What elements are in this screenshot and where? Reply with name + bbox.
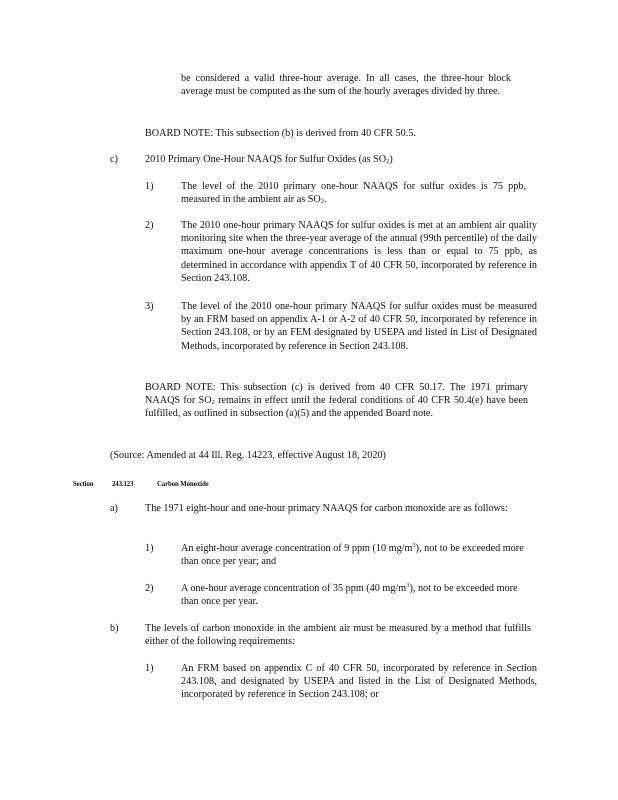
board-note-c-subscript: 2 [211, 399, 215, 407]
item-b1-label: 1) [145, 663, 154, 674]
item-a1-superscript: 3 [412, 542, 416, 549]
board-note-c-text: BOARD NOTE: This subsection (c) is derived from 40 CFR 50.17. The 1971 primary NAAQS for SO [145, 382, 528, 407]
section-number: 243.123 [112, 481, 134, 488]
item-c3 [181, 300, 537, 353]
board-note-b-text: BOARD NOTE: This subsection (b) is derived from 40 CFR 50.5. [145, 128, 416, 139]
item-a2-text: A one-hour average concentration of 35 ppm (40 mg/m [181, 583, 407, 594]
subsection-a-text: The 1971 eight-hour and one-hour primary NAAQS for carbon monoxide are as follows: [145, 503, 508, 514]
subsection-a [145, 502, 531, 515]
item-a2-end: ), not to be exceeded more than once per year. [181, 583, 518, 608]
item-a2-label: 2) [145, 583, 154, 594]
board-note-c [145, 381, 528, 421]
board-note-b [145, 127, 511, 140]
item-c1-subscript: 2 [320, 198, 325, 206]
item-b1-text: An FRM based on appendix C of 40 CFR 50, incorporated by reference in Section 243.108, and designated by USEPA and listed in the List of Designated Methods, incorporated by reference in Section 243.108; or [181, 663, 537, 701]
item-a2-superscript: 3 [406, 582, 410, 589]
section-label: Section [73, 481, 94, 488]
item-c3-text: The level of the 2010 one-hour primary NAAQS for sulfur oxides must be measured by an FRM based on appendix A-1 or A-2 of 40 CFR 50, incorporated by reference in Section 243.108, or by an FEM designated by USEPA and listed in List of Designated Methods, incorporated by reference in Section 243.108. [181, 301, 537, 352]
subsection-c-heading [145, 153, 511, 166]
item-b1 [181, 662, 537, 702]
board-note-c-end: remains in effect until the federal conditions of 40 CFR 50.4(e) have been fulfilled, as outlined in subsection (a)(5) and the appended Board note. [145, 395, 528, 420]
subsection-b [145, 622, 531, 648]
continued-paragraph-text: be considered a valid three-hour average. In all cases, the three-hour block average must be computed as the sum of the hourly averages divided by three. [181, 73, 511, 98]
item-c1-end: . [324, 194, 327, 206]
item-c2-label: 2) [145, 220, 154, 231]
subsection-a-label: a) [110, 503, 118, 514]
subsection-b-text: The levels of carbon monoxide in the ambient air must be measured by a method that fulfills either of the following requirements: [145, 623, 531, 648]
subsection-c-label: c) [110, 154, 118, 165]
item-a1-label: 1) [145, 543, 154, 554]
item-c1 [181, 180, 526, 206]
item-a1 [181, 542, 526, 568]
section-title: Carbon Monoxide [157, 481, 209, 488]
item-c1-label: 1) [145, 181, 154, 192]
item-c2-text: The 2010 one-hour primary NAAQS for sulfur oxides is met at an ambient air quality monitoring site when the three-year average of the annual (99th percentile) of the daily maximum one-hour average concentrations is less than or equal to 75 ppb, as determined in accordance with appendix T of 40 CFR 50, incorporated by reference in Section 243.108. [181, 220, 537, 284]
subsection-b-label: b) [110, 623, 119, 634]
item-c3-label: 3) [145, 301, 154, 312]
continued-paragraph [181, 72, 511, 98]
subsection-c-heading-close: ) [389, 154, 393, 165]
item-c1-text: The level of the 2010 primary one-hour NAAQS for sulfur oxides is 75 ppb, measured in the ambient air as SO [181, 181, 526, 206]
item-c2 [181, 219, 537, 285]
item-a2 [181, 582, 526, 608]
source-note-text: (Source: Amended at 44 Ill. Reg. 14223, effective August 18, 2020) [110, 450, 386, 461]
subsection-c-heading-text: 2010 Primary One-Hour NAAQS for Sulfur Oxides (as SO [145, 154, 387, 165]
item-a1-text: An eight-hour average concentration of 9 ppm (10 mg/m [181, 543, 413, 554]
subsection-c-heading-subscript: 2 [386, 158, 390, 165]
source-note [110, 449, 530, 462]
item-a1-end: ), not to be exceeded more than once per year; and [181, 543, 524, 568]
